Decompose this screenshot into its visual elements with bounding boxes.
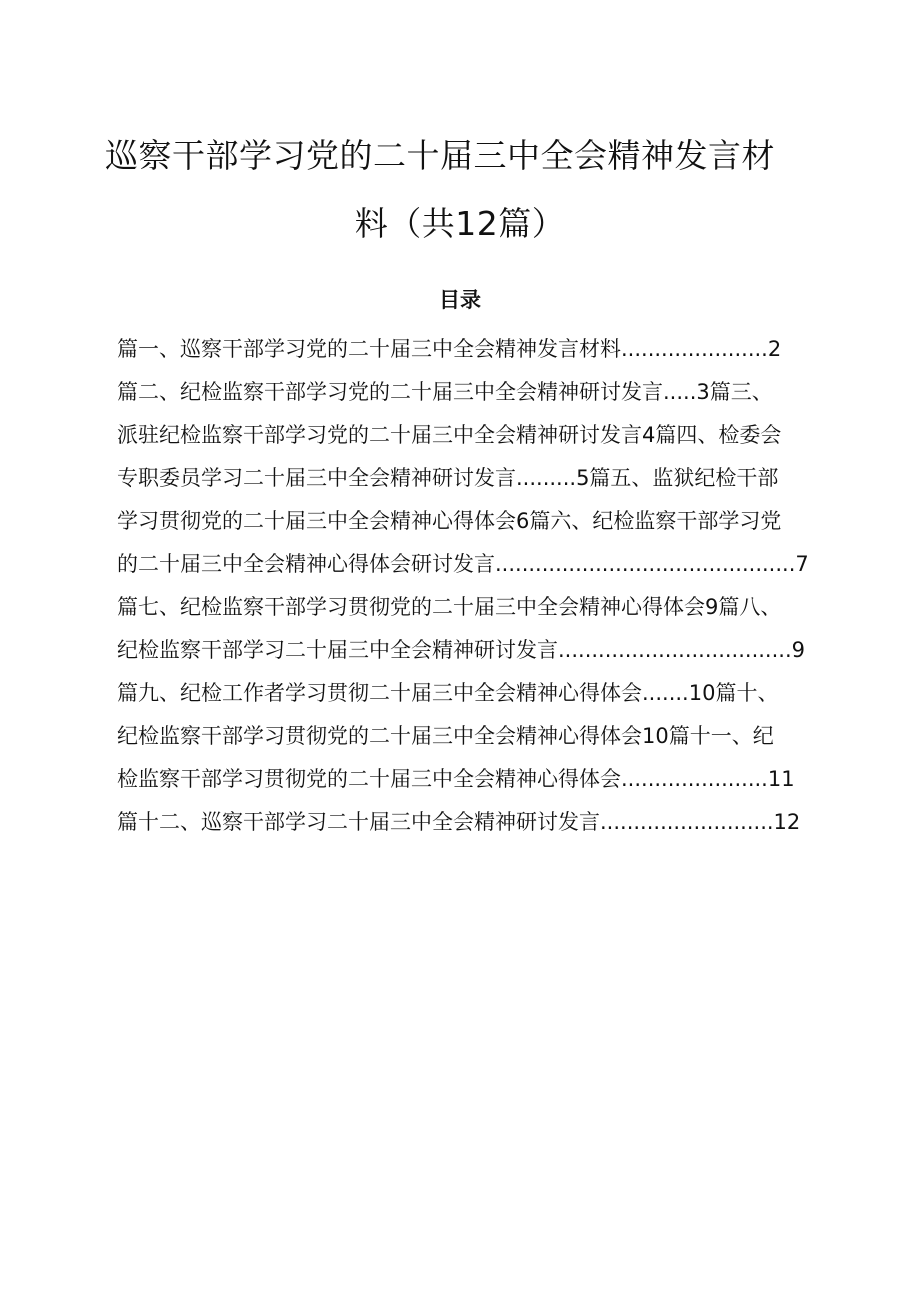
document-title-line-2: 料（共12篇） — [354, 204, 566, 243]
document-title-line-1: 巡察干部学习党的二十届三中全会精神发言材 — [105, 136, 775, 175]
toc-line[interactable]: 篇二、纪检监察干部学习党的二十届三中全会精神研讨发言.....3篇三、 — [117, 380, 773, 404]
toc-line[interactable]: 的二十届三中全会精神心得体会研讨发言.............................................7 — [117, 552, 809, 576]
toc-line[interactable]: 检监察干部学习贯彻党的二十届三中全会精神心得体会......................11 — [117, 767, 795, 791]
toc-line[interactable]: 篇十二、巡察干部学习二十届三中全会精神研讨发言..........................12 — [117, 810, 801, 834]
toc-line[interactable]: 篇七、纪检监察干部学习贯彻党的二十届三中全会精神心得体会9篇八、 — [117, 595, 782, 619]
toc-line[interactable]: 专职委员学习二十届三中全会精神研讨发言.........5篇五、监狱纪检干部 — [117, 466, 779, 490]
toc-line[interactable]: 学习贯彻党的二十届三中全会精神心得体会6篇六、纪检监察干部学习党 — [117, 509, 782, 533]
table-of-contents — [117, 328, 877, 844]
toc-heading: 目录 — [439, 288, 481, 312]
toc-line[interactable]: 篇九、纪检工作者学习贯彻二十届三中全会精神心得体会.......10篇十、 — [117, 681, 779, 705]
toc-line[interactable]: 篇一、巡察干部学习党的二十届三中全会精神发言材料......................2 — [117, 337, 782, 361]
toc-line[interactable]: 纪检监察干部学习贯彻党的二十届三中全会精神心得体会10篇十一、纪 — [117, 724, 774, 748]
toc-line[interactable]: 纪检监察干部学习二十届三中全会精神研讨发言...................................9 — [117, 638, 805, 662]
toc-line[interactable]: 派驻纪检监察干部学习党的二十届三中全会精神研讨发言4篇四、检委会 — [117, 423, 782, 447]
